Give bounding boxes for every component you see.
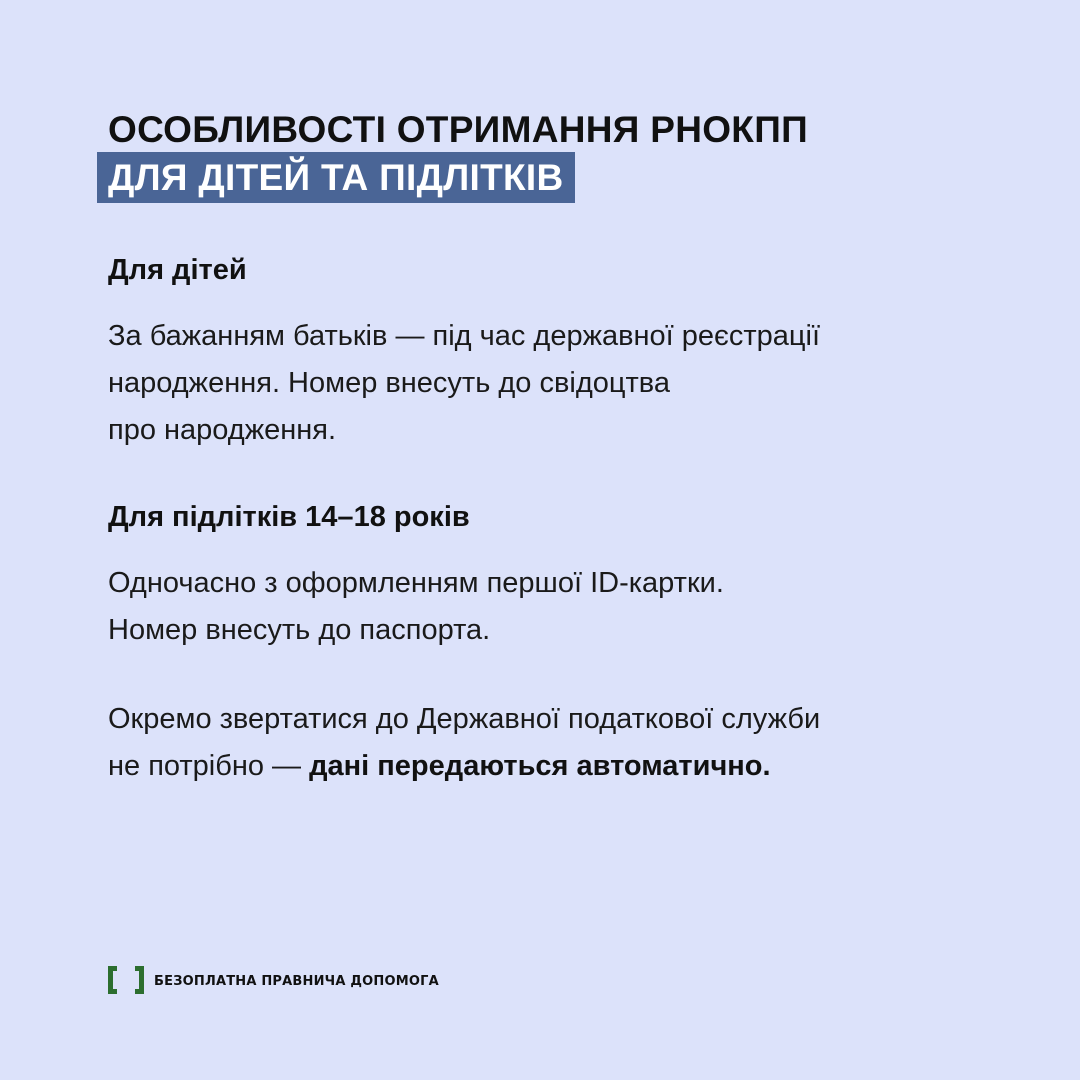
children-paragraph-line: За бажанням батьків — під час державної реєстрації — [108, 320, 821, 352]
footer-brand-text: БЕЗОПЛАТНА ПРАВНИЧА ДОПОМОГА — [154, 973, 439, 989]
footer-brand — [106, 964, 439, 998]
children-paragraph-line: про народження. — [108, 414, 337, 446]
teens-paragraph-line: Номер внесуть до паспорта. — [108, 614, 491, 646]
section-heading-children: Для дітей — [108, 254, 247, 286]
page-title-highlight: ДЛЯ ДІТЕЙ ТА ПІДЛІТКІВ — [97, 152, 575, 203]
tax-service-note — [108, 696, 988, 790]
brackets-logo-icon — [106, 964, 146, 998]
teens-paragraph-line: Одночасно з оформленням першої ID-картки. — [108, 567, 724, 599]
tax-service-note-line: Окремо звертатися до Державної податкової служби — [108, 703, 821, 735]
page-title-line-1: ОСОБЛИВОСТІ ОТРИМАННЯ РНОКПП — [108, 109, 808, 150]
tax-service-note-line-2 — [108, 743, 988, 790]
teens-paragraph — [108, 560, 988, 654]
tax-service-note-bold: дані передаються автоматично. — [309, 750, 771, 782]
tax-service-note-prefix: не потрібно — — [108, 750, 310, 782]
children-paragraph — [108, 313, 988, 454]
right-bracket-icon — [135, 966, 144, 994]
section-heading-teens: Для підлітків 14–18 років — [108, 501, 470, 533]
left-bracket-icon — [108, 966, 117, 994]
children-paragraph-line: народження. Номер внесуть до свідоцтва — [108, 367, 670, 399]
